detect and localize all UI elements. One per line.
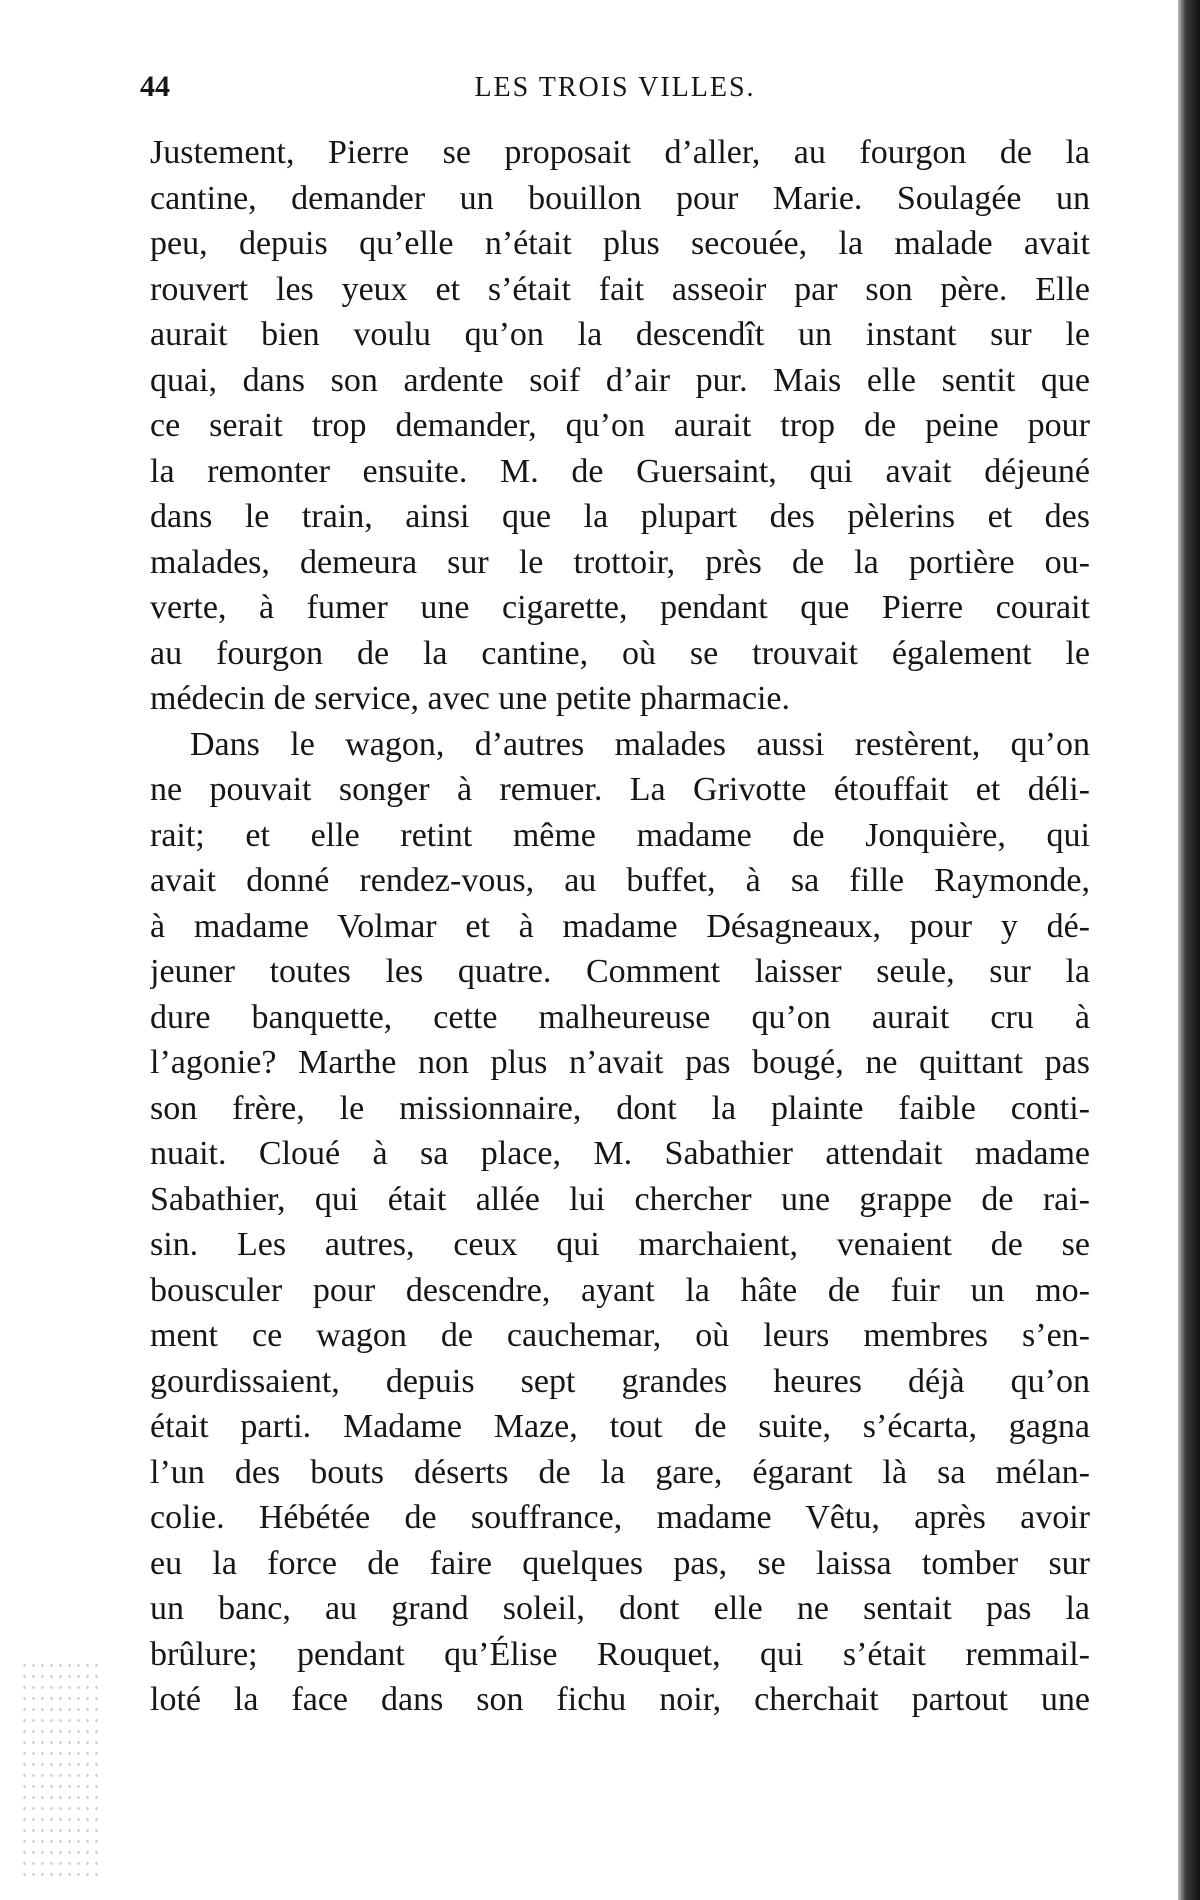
text-line: quai, dans son ardente soif d’air pur. Mais elle sentit que bbox=[150, 361, 1090, 399]
text-line: brûlure; pendant qu’Élise Rouquet, qui s’était remmail- bbox=[150, 1635, 1090, 1673]
text-line: était parti. Madame Maze, tout de suite, s’écarta, gagna bbox=[150, 1408, 1090, 1445]
text-line: cantine, demander un bouillon pour Marie. Soulagée un bbox=[150, 179, 1090, 217]
scan-noise bbox=[20, 1660, 100, 1880]
text-line: dans le train, ainsi que la plupart des pèlerins et des bbox=[150, 498, 1090, 535]
text-line: son frère, le missionnaire, dont la plainte faible conti- bbox=[150, 1089, 1090, 1127]
text-line: colie. Hébétée de souffrance, madame Vêtu, après avoir bbox=[150, 1499, 1090, 1536]
text-line: la remonter ensuite. M. de Guersaint, qui avait déjeuné bbox=[150, 452, 1090, 490]
body-text bbox=[150, 130, 1090, 1723]
text-line: ment ce wagon de cauchemar, où leurs membres s’en- bbox=[150, 1317, 1090, 1354]
page-number: 44 bbox=[140, 70, 170, 103]
text-line: dure banquette, cette malheureuse qu’on aurait cru à bbox=[150, 998, 1090, 1036]
text-line: malades, demeura sur le trottoir, près de la portière ou- bbox=[150, 543, 1090, 581]
running-title: LES TROIS VILLES. bbox=[474, 72, 756, 103]
text-line: un banc, au grand soleil, dont elle ne sentait pas la bbox=[150, 1590, 1090, 1627]
text-line: sin. Les autres, ceux qui marchaient, venaient de se bbox=[150, 1226, 1090, 1263]
text-line: Justement, Pierre se proposait d’aller, au fourgon de la bbox=[150, 134, 1090, 171]
text-line: eu la force de faire quelques pas, se laissa tomber sur bbox=[150, 1544, 1090, 1582]
text-line: ne pouvait songer à remuer. La Grivotte étouffait et déli- bbox=[150, 771, 1090, 808]
text-line: Dans le wagon, d’autres malades aussi restèrent, qu’on bbox=[190, 725, 1090, 763]
text-line: gourdissaient, depuis sept grandes heures déjà qu’on bbox=[150, 1362, 1090, 1400]
text-line: nuait. Cloué à sa place, M. Sabathier attendait madame bbox=[150, 1135, 1090, 1172]
text-line: aurait bien voulu qu’on la descendît un instant sur le bbox=[150, 316, 1090, 353]
text-line: médecin de service, avec une petite pharmacie. bbox=[150, 680, 790, 717]
text-line: rait; et elle retint même madame de Jonquière, qui bbox=[150, 816, 1090, 854]
text-line: rouvert les yeux et s’était fait asseoir par son père. Elle bbox=[150, 270, 1090, 308]
text-line: peu, depuis qu’elle n’était plus secouée, la malade avait bbox=[150, 225, 1090, 262]
text-line: au fourgon de la cantine, où se trouvait également le bbox=[150, 634, 1090, 672]
text-line: bousculer pour descendre, ayant la hâte de fuir un mo- bbox=[150, 1271, 1090, 1309]
book-gutter-shadow bbox=[1178, 0, 1200, 1900]
text-line: à madame Volmar et à madame Désagneaux, pour y dé- bbox=[150, 907, 1090, 945]
text-line: Sabathier, qui était allée lui chercher une grappe de rai- bbox=[150, 1180, 1090, 1218]
text-line: ce serait trop demander, qu’on aurait trop de peine pour bbox=[150, 407, 1090, 444]
text-line: avait donné rendez-vous, au buffet, à sa fille Raymonde, bbox=[150, 862, 1090, 899]
text-line: l’agonie? Marthe non plus n’avait pas bougé, ne quittant pas bbox=[150, 1044, 1090, 1081]
text-line: loté la face dans son fichu noir, cherchait partout une bbox=[150, 1681, 1090, 1718]
text-line: jeuner toutes les quatre. Comment laisser seule, sur la bbox=[150, 953, 1090, 990]
page-header bbox=[140, 70, 1090, 110]
text-line: l’un des bouts déserts de la gare, égarant là sa mélan- bbox=[150, 1453, 1090, 1491]
text-line: verte, à fumer une cigarette, pendant que Pierre courait bbox=[150, 589, 1090, 626]
